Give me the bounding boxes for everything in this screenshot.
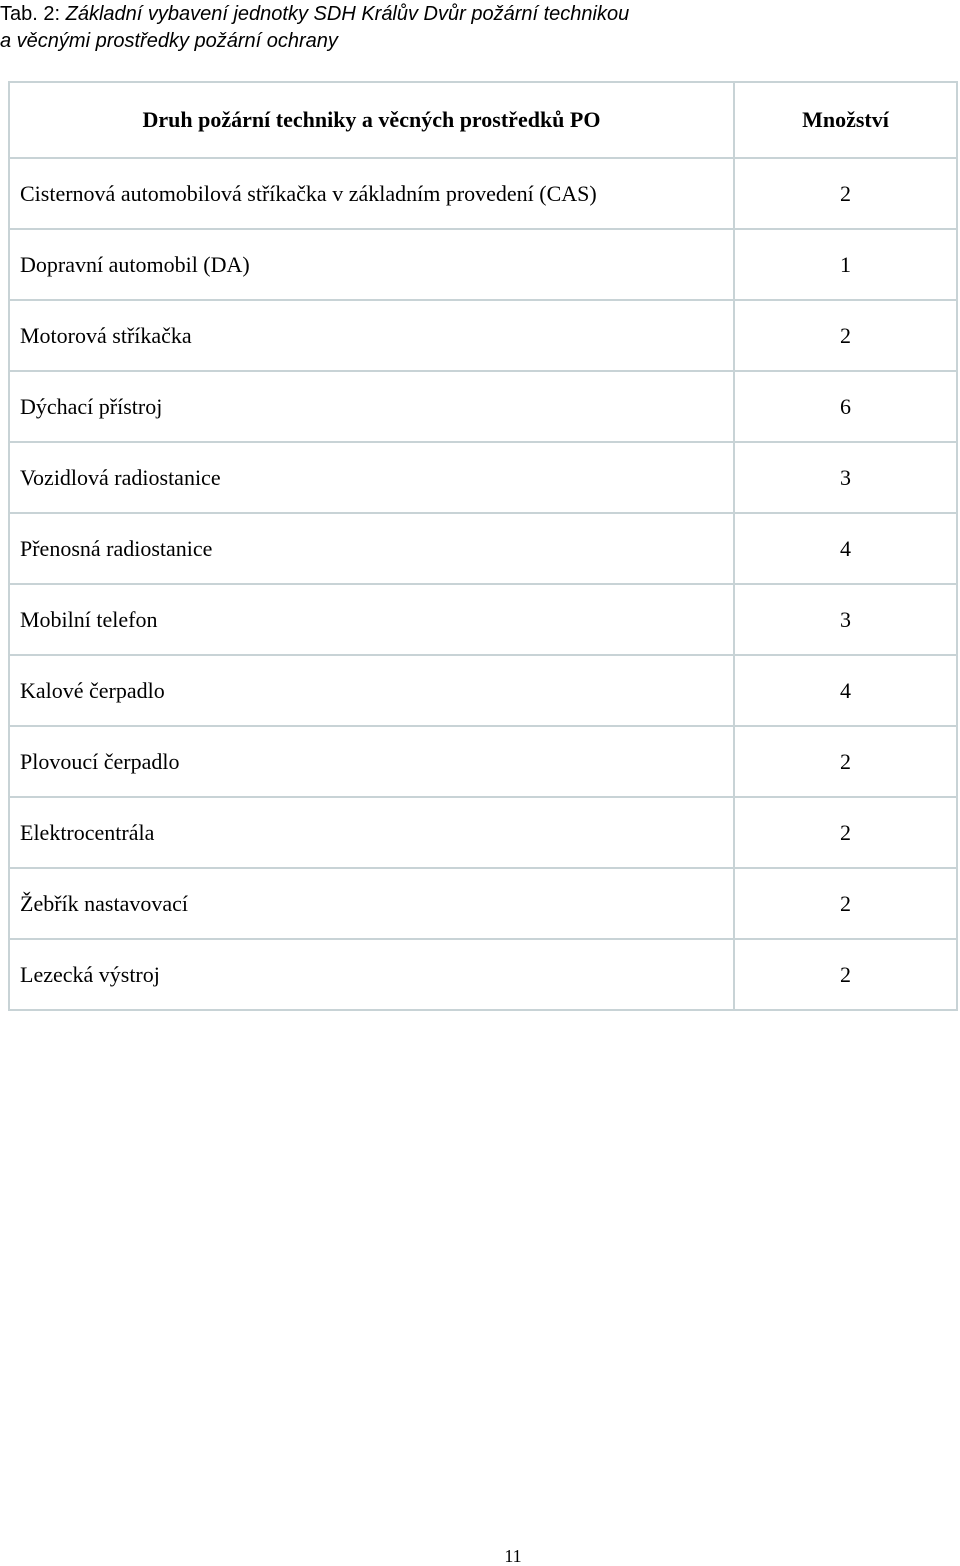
row-quantity: 3 (734, 442, 957, 513)
row-quantity: 2 (734, 158, 957, 229)
row-item: Dýchací přístroj (9, 371, 734, 442)
row-item: Vozidlová radiostanice (9, 442, 734, 513)
row-quantity: 2 (734, 868, 957, 939)
equipment-table (8, 81, 958, 1011)
table-row (9, 371, 957, 442)
row-item: Lezecká výstroj (9, 939, 734, 1010)
table-row (9, 868, 957, 939)
row-item: Přenosná radiostanice (9, 513, 734, 584)
table-row (9, 584, 957, 655)
header-item: Druh požární techniky a věcných prostředků PO (9, 82, 734, 158)
row-quantity: 4 (734, 513, 957, 584)
row-item: Plovoucí čerpadlo (9, 726, 734, 797)
table-row (9, 655, 957, 726)
row-quantity: 3 (734, 584, 957, 655)
table-header-row (9, 82, 957, 158)
caption-title-line-2: a věcnými prostředky požární ochrany (0, 30, 338, 52)
caption-title-line-1: Základní vybavení jednotky SDH Králův Dvůr požární technikou (65, 3, 630, 25)
row-item: Elektrocentrála (9, 797, 734, 868)
row-quantity: 6 (734, 371, 957, 442)
row-quantity: 2 (734, 726, 957, 797)
table-caption (0, 1, 940, 55)
row-quantity: 2 (734, 797, 957, 868)
table-row (9, 797, 957, 868)
page-number: 11 (504, 1546, 522, 1566)
row-quantity: 2 (734, 300, 957, 371)
table-row (9, 300, 957, 371)
table-row (9, 513, 957, 584)
table-row (9, 158, 957, 229)
row-item: Mobilní telefon (9, 584, 734, 655)
caption-label: Tab. 2: (0, 3, 66, 25)
row-item: Motorová stříkačka (9, 300, 734, 371)
row-item: Žebřík nastavovací (9, 868, 734, 939)
row-quantity: 1 (734, 229, 957, 300)
row-quantity: 2 (734, 939, 957, 1010)
table-row (9, 726, 957, 797)
row-item: Kalové čerpadlo (9, 655, 734, 726)
table-row (9, 939, 957, 1010)
table-row (9, 229, 957, 300)
row-quantity: 4 (734, 655, 957, 726)
header-quantity: Množství (734, 82, 957, 158)
row-item: Dopravní automobil (DA) (9, 229, 734, 300)
table-row (9, 442, 957, 513)
row-item: Cisternová automobilová stříkačka v základním provedení (CAS) (9, 158, 734, 229)
